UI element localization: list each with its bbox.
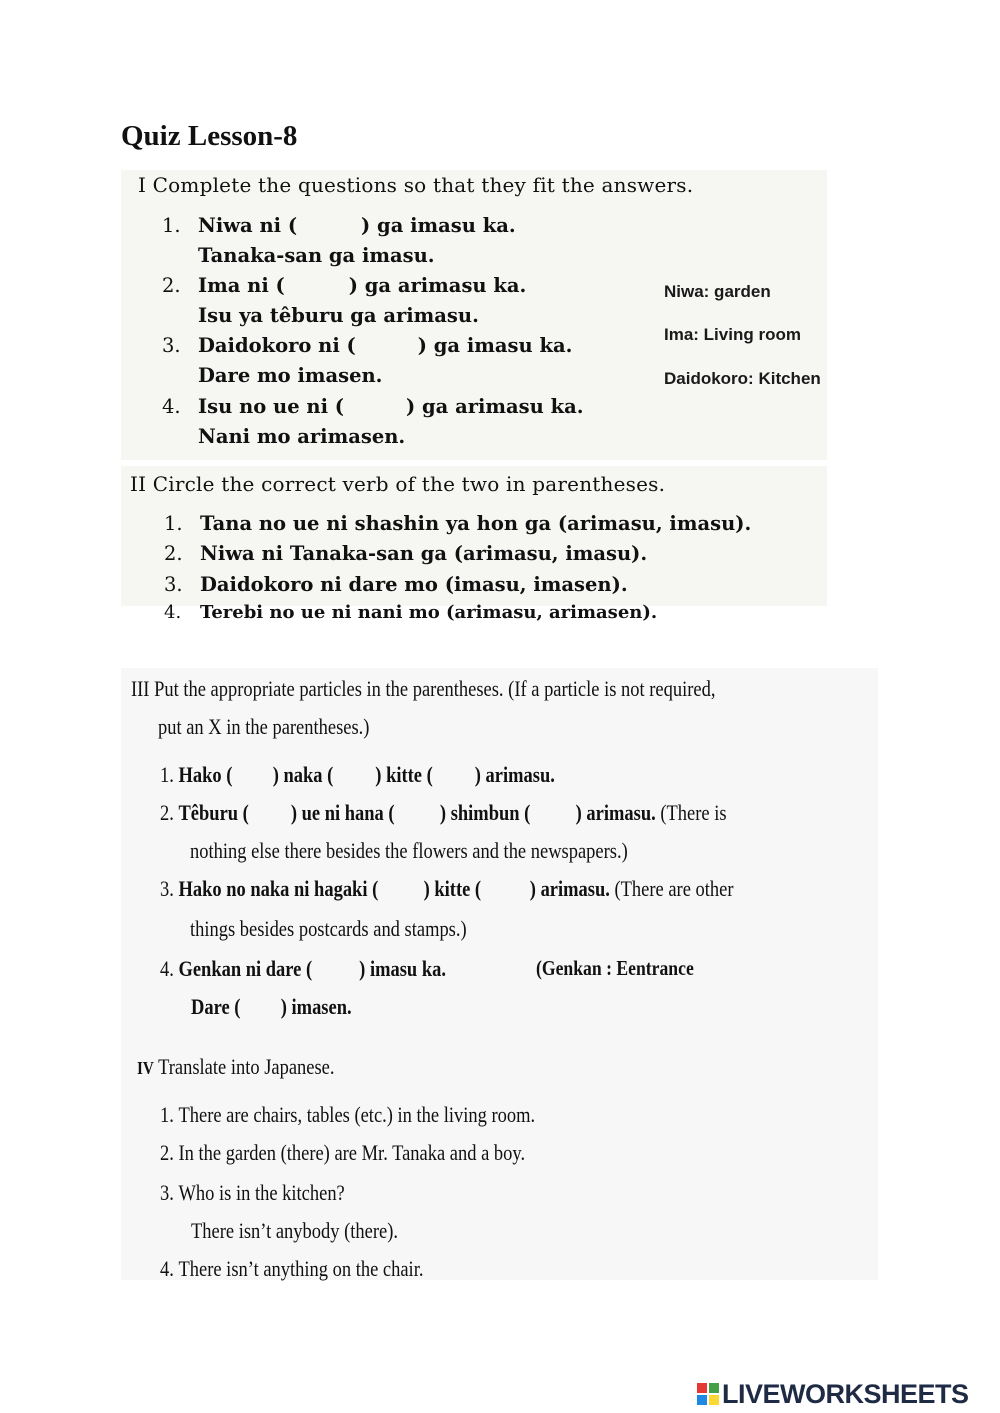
section-3-genkan-gloss: (Genkan : Eentrance	[536, 956, 694, 980]
section-4-item-2: 2. In the garden (there) are Mr. Tanaka and a boy.	[160, 1140, 526, 1165]
glossary-niwa: Niwa: garden	[664, 282, 771, 301]
section-1-item-4-question: 4. Isu no ue ni ( ) ga arimasu ka.	[162, 395, 584, 418]
liveworksheets-logo	[697, 1378, 969, 1410]
section-1-item-1-question: 1. Niwa ni ( ) ga imasu ka.	[162, 214, 516, 237]
logo-square-red	[697, 1383, 707, 1393]
section-3-item-1: 1. Hako ( ) naka ( ) kitte ( ) arimasu.	[160, 762, 555, 787]
section-1-item-2-answer: Isu ya têburu ga arimasu.	[198, 304, 479, 327]
section-4-item-3: 3. Who is in the kitchen?	[160, 1180, 345, 1205]
section-4-item-4: 4. There isn’t anything on the chair.	[160, 1256, 424, 1281]
section-1-item-3-answer: Dare mo imasen.	[198, 364, 383, 387]
logo-square-yellow	[709, 1395, 719, 1405]
section-4-item-3-answer: There isn’t anybody (there).	[191, 1218, 398, 1243]
section-2-heading: II Circle the correct verb of the two in parentheses.	[130, 472, 666, 496]
section-3-item-3: 3. Hako no naka ni hagaki ( ) kitte ( ) arimasu. (There are other	[160, 876, 734, 901]
section-3-item-4: 4. Genkan ni dare ( ) imasu ka.	[160, 956, 446, 981]
section-1-item-4-answer: Nani mo arimasen.	[198, 425, 406, 448]
logo-square-blue	[697, 1395, 707, 1405]
glossary-daidokoro: Daidokoro: Kitchen	[664, 369, 821, 388]
section-4-heading: IV Translate into Japanese.	[137, 1054, 335, 1079]
logo-square-green	[709, 1383, 719, 1393]
section-4-item-1: 1. There are chairs, tables (etc.) in the living room.	[160, 1102, 536, 1127]
section-2-item-2[interactable]: 2. Niwa ni Tanaka-san ga (arimasu, imasu).	[164, 542, 648, 565]
liveworksheets-logo-icon	[697, 1383, 719, 1405]
liveworksheets-logo-text: LIVEWORKSHEETS	[722, 1378, 969, 1409]
section-2-item-4[interactable]: 4. Terebi no ue ni nani mo (arimasu, arimasen).	[164, 602, 658, 623]
section-3-item-3-note: things besides postcards and stamps.)	[190, 916, 467, 941]
section-3-item-2-note: nothing else there besides the flowers and the newspapers.)	[190, 838, 628, 863]
section-3-heading-line-1: III Put the appropriate particles in the parentheses. (If a particle is not required,	[131, 676, 716, 701]
section-1-heading: I Complete the questions so that they fit the answers.	[138, 173, 694, 197]
section-1-item-3-question: 3. Daidokoro ni ( ) ga imasu ka.	[162, 334, 573, 357]
section-1-item-1-answer: Tanaka-san ga imasu.	[198, 244, 435, 267]
page-title: Quiz Lesson-8	[121, 120, 298, 152]
section-3-heading-line-2: put an X in the parentheses.)	[158, 714, 370, 739]
section-3-item-2: 2. Têburu ( ) ue ni hana ( ) shimbun ( ) arimasu. (There is	[160, 800, 727, 825]
section-3-item-4-answer: Dare ( ) imasen.	[191, 994, 352, 1019]
section-2-item-1[interactable]: 1. Tana no ue ni shashin ya hon ga (arimasu, imasu).	[164, 512, 752, 535]
glossary-ima: Ima: Living room	[664, 325, 801, 344]
section-2-item-3[interactable]: 3. Daidokoro ni dare mo (imasu, imasen).	[164, 573, 628, 596]
section-1-item-2-question: 2. Ima ni ( ) ga arimasu ka.	[162, 274, 527, 297]
